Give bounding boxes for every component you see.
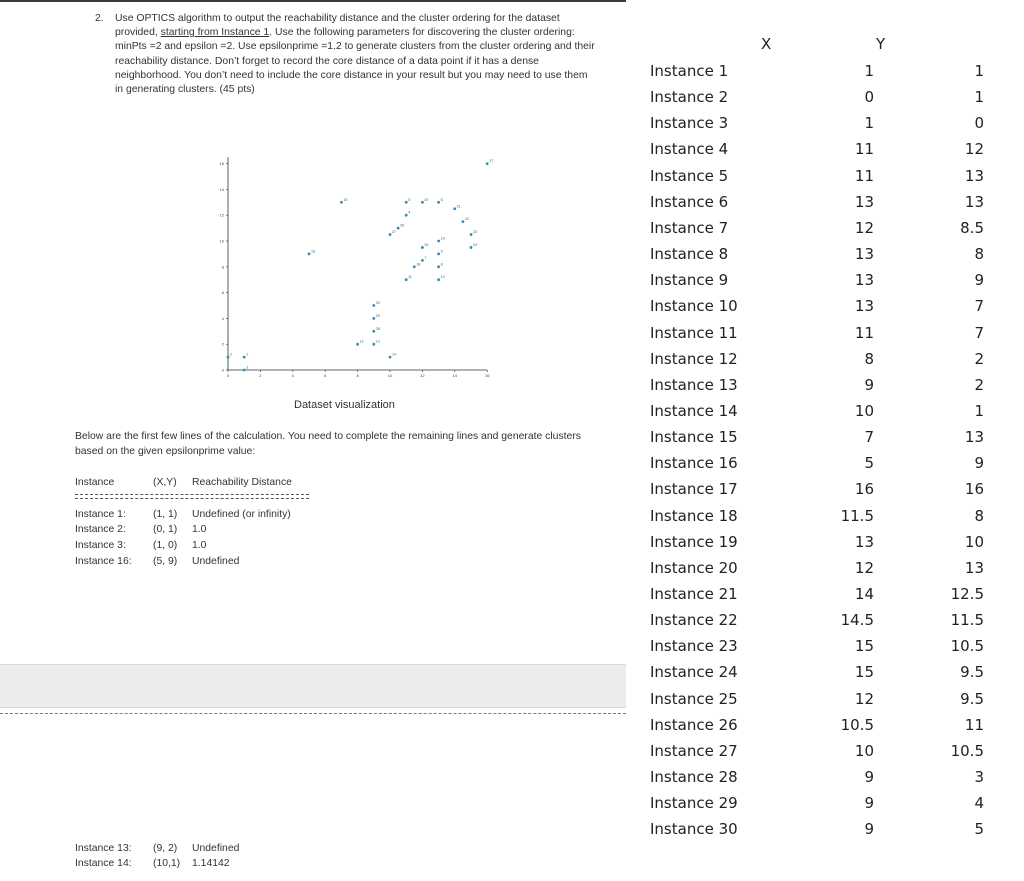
y-value: 3 <box>974 768 984 787</box>
x-tick-label: 14 <box>452 373 458 378</box>
page-break-dashed-line <box>0 713 626 714</box>
x-tick-label: 2 <box>259 373 262 378</box>
data-point-label: 18 <box>416 262 421 267</box>
table-row <box>650 768 1024 788</box>
x-value: 0 <box>864 88 874 107</box>
table-row <box>650 402 1024 422</box>
data-point-label: 7 <box>424 255 427 260</box>
y-value: 7 <box>974 297 984 316</box>
y-value: 10.5 <box>950 741 984 760</box>
y-value: 8 <box>974 245 984 264</box>
y-value: 12.5 <box>950 585 984 603</box>
x-value: 14 <box>854 585 874 603</box>
x-value: 9 <box>864 768 874 787</box>
calc-reachability: 1.0 <box>192 524 207 535</box>
data-point-label: 17 <box>489 159 494 164</box>
instance-name: Instance 3 <box>650 114 729 133</box>
instance-name: Instance 5 <box>650 166 729 185</box>
x-value: 9 <box>864 375 874 394</box>
y-value: 9 <box>974 454 984 473</box>
data-point <box>397 227 400 230</box>
instance-name: Instance 4 <box>650 140 729 159</box>
data-point-label: 26 <box>400 223 405 228</box>
x-value: 9 <box>864 820 874 839</box>
x-value: 13 <box>854 245 874 264</box>
instance-name: Instance 24 <box>650 663 738 682</box>
table-row <box>650 454 1024 474</box>
data-point-label: 29 <box>375 313 380 318</box>
y-value: 1 <box>974 88 984 107</box>
data-point-label: 15 <box>343 197 348 202</box>
x-value: 7 <box>864 428 874 447</box>
x-tick-label: 12 <box>420 373 425 378</box>
y-value: 10.5 <box>950 637 984 656</box>
data-point <box>405 214 408 217</box>
data-point <box>340 201 343 204</box>
calc-header-instance: Instance <box>75 477 115 488</box>
instance-name: Instance 26 <box>650 715 738 734</box>
data-point-label: 14 <box>392 352 396 357</box>
table-row <box>650 507 1024 527</box>
instance-name: Instance 27 <box>650 741 738 760</box>
data-point-label: 13 <box>375 339 380 344</box>
x-value: 10.5 <box>840 715 874 734</box>
y-tick-label: 0 <box>221 367 224 373</box>
instance-name: Instance 16 <box>650 454 738 473</box>
data-point-label: 10 <box>440 275 445 280</box>
x-value: 9 <box>864 794 874 813</box>
calc-instance: Instance 1: <box>75 509 126 520</box>
y-value: 11.5 <box>950 611 984 630</box>
calc-xy: (0, 1) <box>153 524 178 535</box>
calc-xy: (1, 1) <box>153 509 178 520</box>
instance-name: Instance 21 <box>650 585 738 603</box>
y-tick-label: 12 <box>219 212 224 218</box>
question-text-start: Use OPTICS algorithm to output the reachability distance and the cluster ordering for the dataset provided, <box>115 13 560 39</box>
data-point <box>372 343 375 346</box>
x-value: 1 <box>864 62 874 80</box>
table-row <box>650 585 1024 605</box>
data-point <box>356 343 359 346</box>
data-point <box>413 265 416 268</box>
figure-caption: Dataset visualization <box>294 399 395 411</box>
y-value: 13 <box>964 166 984 185</box>
calc-xy: (9, 2) <box>153 843 178 854</box>
table-row <box>650 637 1024 657</box>
table-row <box>650 794 1024 814</box>
table-row <box>650 533 1024 553</box>
calc-instance: Instance 3: <box>75 540 126 551</box>
x-value: 11 <box>854 140 874 159</box>
data-point-label: 6 <box>440 197 443 202</box>
calc-reachability: Undefined (or infinity) <box>192 509 291 520</box>
y-value: 5 <box>974 820 984 839</box>
data-point-label: 9 <box>440 249 443 254</box>
table-header-y: Y <box>876 35 886 53</box>
data-point <box>486 162 489 165</box>
x-value: 8 <box>864 349 874 368</box>
y-tick-label: 10 <box>219 238 224 244</box>
data-point-label: 21 <box>456 204 461 209</box>
y-value: 9.5 <box>960 689 984 708</box>
data-point <box>243 356 246 359</box>
data-point <box>470 246 473 249</box>
table-row <box>650 350 1024 370</box>
table-row <box>650 219 1024 239</box>
x-tick-label: 4 <box>291 373 294 378</box>
instance-name: Instance 22 <box>650 611 738 630</box>
dataset-table <box>650 0 1024 881</box>
y-tick-label: 16 <box>219 161 224 167</box>
question-block <box>95 12 595 97</box>
x-value: 12 <box>854 218 874 237</box>
x-value: 10 <box>854 741 874 760</box>
instance-name: Instance 23 <box>650 637 738 656</box>
y-tick-label: 6 <box>221 290 224 296</box>
y-tick-label: 2 <box>221 341 224 347</box>
x-value: 11 <box>854 166 874 185</box>
data-point <box>437 265 440 268</box>
instance-name: Instance 9 <box>650 271 729 290</box>
data-point-label: 2 <box>230 352 232 357</box>
y-value: 8 <box>974 506 984 525</box>
question-text <box>115 12 595 97</box>
instance-name: Instance 29 <box>650 794 738 813</box>
data-point <box>462 220 465 223</box>
data-point <box>389 233 392 236</box>
table-row <box>650 428 1024 448</box>
x-tick-label: 10 <box>387 373 393 378</box>
data-point <box>437 240 440 243</box>
data-point <box>437 201 440 204</box>
table-row <box>650 297 1024 317</box>
table-row <box>650 611 1024 631</box>
data-point <box>437 278 440 281</box>
x-tick-label: 8 <box>356 373 359 378</box>
instance-name: Instance 28 <box>650 768 738 787</box>
x-value: 13 <box>854 192 874 211</box>
y-value: 13 <box>964 428 984 447</box>
data-point <box>405 278 408 281</box>
instance-name: Instance 14 <box>650 401 738 420</box>
x-value: 15 <box>854 663 874 682</box>
data-point-label: 5 <box>408 197 411 202</box>
x-value: 13 <box>854 297 874 316</box>
data-point-label: 3 <box>246 365 249 370</box>
data-point <box>421 259 424 262</box>
calc-reachability: 1.0 <box>192 540 207 551</box>
data-point-label: 22 <box>464 217 469 222</box>
top-rule <box>0 0 626 2</box>
y-value: 2 <box>974 375 984 394</box>
data-point <box>421 246 424 249</box>
data-point <box>421 201 424 204</box>
data-point-label: 20 <box>424 197 429 202</box>
y-value: 13 <box>964 558 984 577</box>
data-point-label: 19 <box>440 236 445 241</box>
instance-name: Instance 30 <box>650 820 738 839</box>
x-tick-label: 16 <box>484 373 490 378</box>
instance-name: Instance 20 <box>650 558 738 577</box>
x-value: 13 <box>854 271 874 290</box>
data-point <box>372 317 375 320</box>
data-point-label: 30 <box>375 301 380 305</box>
calc-xy: (5, 9) <box>153 556 178 567</box>
y-value: 4 <box>974 794 984 813</box>
instance-name: Instance 2 <box>650 88 729 107</box>
calc-reachability: 1.14142 <box>192 858 230 869</box>
table-row <box>650 742 1024 762</box>
instructions-text: Below are the first few lines of the calculation. You need to complete the remaining lines and generate clusters based on the given epsilonprime value: <box>75 431 581 457</box>
instance-name: Instance 6 <box>650 192 729 211</box>
calc-instance: Instance 2: <box>75 524 126 535</box>
instance-name: Instance 10 <box>650 297 738 316</box>
instance-name: Instance 1 <box>650 62 729 80</box>
x-value: 11.5 <box>840 506 874 525</box>
data-point-label: 1 <box>246 352 249 357</box>
table-row <box>650 193 1024 213</box>
instance-name: Instance 17 <box>650 480 738 499</box>
x-value: 16 <box>854 480 874 499</box>
table-row <box>650 245 1024 265</box>
table-header-x: X <box>761 35 772 53</box>
table-row <box>650 663 1024 683</box>
data-point-label: 16 <box>311 249 315 254</box>
calc-header-reachability: Reachability Distance <box>192 477 292 488</box>
y-tick-label: 4 <box>221 315 224 321</box>
table-row <box>650 559 1024 579</box>
table-row <box>650 62 1024 82</box>
y-value: 2 <box>974 349 984 368</box>
instance-name: Instance 25 <box>650 689 738 708</box>
y-value: 8.5 <box>960 218 984 237</box>
y-tick-label: 8 <box>221 264 224 270</box>
calc-xy: (1, 0) <box>153 540 178 551</box>
data-point <box>470 233 473 236</box>
calc-reachability: Undefined <box>192 556 240 567</box>
y-value: 13 <box>964 192 984 211</box>
x-value: 14.5 <box>840 611 874 630</box>
calc-instance: Instance 16: <box>75 556 132 567</box>
y-value: 0 <box>974 114 984 133</box>
data-point <box>308 253 311 256</box>
data-point-label: 11 <box>408 275 412 280</box>
instance-name: Instance 12 <box>650 349 738 368</box>
data-point-label: 8 <box>440 262 443 267</box>
calc-separator <box>75 494 309 499</box>
table-row <box>650 376 1024 396</box>
question-underlined-text: starting from Instance 1 <box>160 27 270 39</box>
calc-reachability: Undefined <box>192 843 240 854</box>
data-point <box>372 330 375 333</box>
data-point-label: 24 <box>473 242 477 247</box>
data-point <box>389 356 392 359</box>
y-value: 11 <box>964 715 984 734</box>
page-break-band <box>0 664 626 708</box>
y-value: 10 <box>964 532 984 551</box>
question-number: 2. <box>95 13 104 24</box>
table-row <box>650 140 1024 160</box>
instance-name: Instance 18 <box>650 506 738 525</box>
table-row <box>650 690 1024 710</box>
calc-xy: (10,1) <box>153 858 181 869</box>
table-row <box>650 716 1024 736</box>
table-row <box>650 820 1024 840</box>
x-value: 12 <box>854 689 874 708</box>
x-value: 13 <box>854 532 874 551</box>
instance-name: Instance 8 <box>650 245 729 264</box>
data-point <box>227 356 230 359</box>
table-row <box>650 167 1024 187</box>
x-value: 5 <box>864 454 874 473</box>
data-point-label: 28 <box>375 326 380 331</box>
x-value: 12 <box>854 558 874 577</box>
data-point-label: 12 <box>359 339 364 344</box>
x-tick-label: 0 <box>226 373 230 378</box>
y-value: 9.5 <box>960 663 984 682</box>
data-point <box>453 207 456 210</box>
instance-name: Instance 19 <box>650 532 738 551</box>
data-point-label: 27 <box>392 230 396 235</box>
data-point-label: 23 <box>473 230 477 235</box>
data-point <box>372 304 375 307</box>
data-point <box>243 369 246 372</box>
calc-header-xy: (X,Y) <box>153 477 177 488</box>
data-point-label: 4 <box>408 210 411 215</box>
x-value: 11 <box>854 323 874 342</box>
x-value: 1 <box>864 114 874 133</box>
y-value: 7 <box>974 323 984 342</box>
instance-name: Instance 15 <box>650 428 738 447</box>
y-value: 1 <box>974 62 984 80</box>
calc-instance: Instance 14: <box>75 858 132 869</box>
instance-name: Instance 13 <box>650 375 738 394</box>
instance-name: Instance 7 <box>650 218 729 237</box>
instance-name: Instance 11 <box>650 323 738 342</box>
x-value: 15 <box>854 637 874 656</box>
table-row <box>650 480 1024 500</box>
data-point <box>405 201 408 204</box>
data-point <box>437 253 440 256</box>
y-value: 16 <box>964 480 984 499</box>
y-value: 1 <box>974 401 984 420</box>
dataset-scatter-plot <box>214 150 504 380</box>
table-row <box>650 114 1024 134</box>
table-row <box>650 271 1024 291</box>
calc-instance: Instance 13: <box>75 843 132 854</box>
y-tick-label: 14 <box>219 186 224 192</box>
table-row <box>650 324 1024 344</box>
y-value: 12 <box>964 140 984 159</box>
table-row <box>650 88 1024 108</box>
y-value: 9 <box>974 271 984 290</box>
x-tick-label: 6 <box>324 373 327 378</box>
x-value: 10 <box>854 401 874 420</box>
question-text-end: . Use the following parameters for discovering the cluster ordering: minPts =2 and epsilon =2. Use epsilonprime =1.2 to generate clusters from the cluster ordering and their reachability distance. Don’t forget to record the core distance of a data point if it has a dense neighborhood. You don’t need to include the core distance in your result but you may need to use them in generating clusters. (45 pts) <box>115 27 595 96</box>
data-point-label: 25 <box>424 242 429 247</box>
